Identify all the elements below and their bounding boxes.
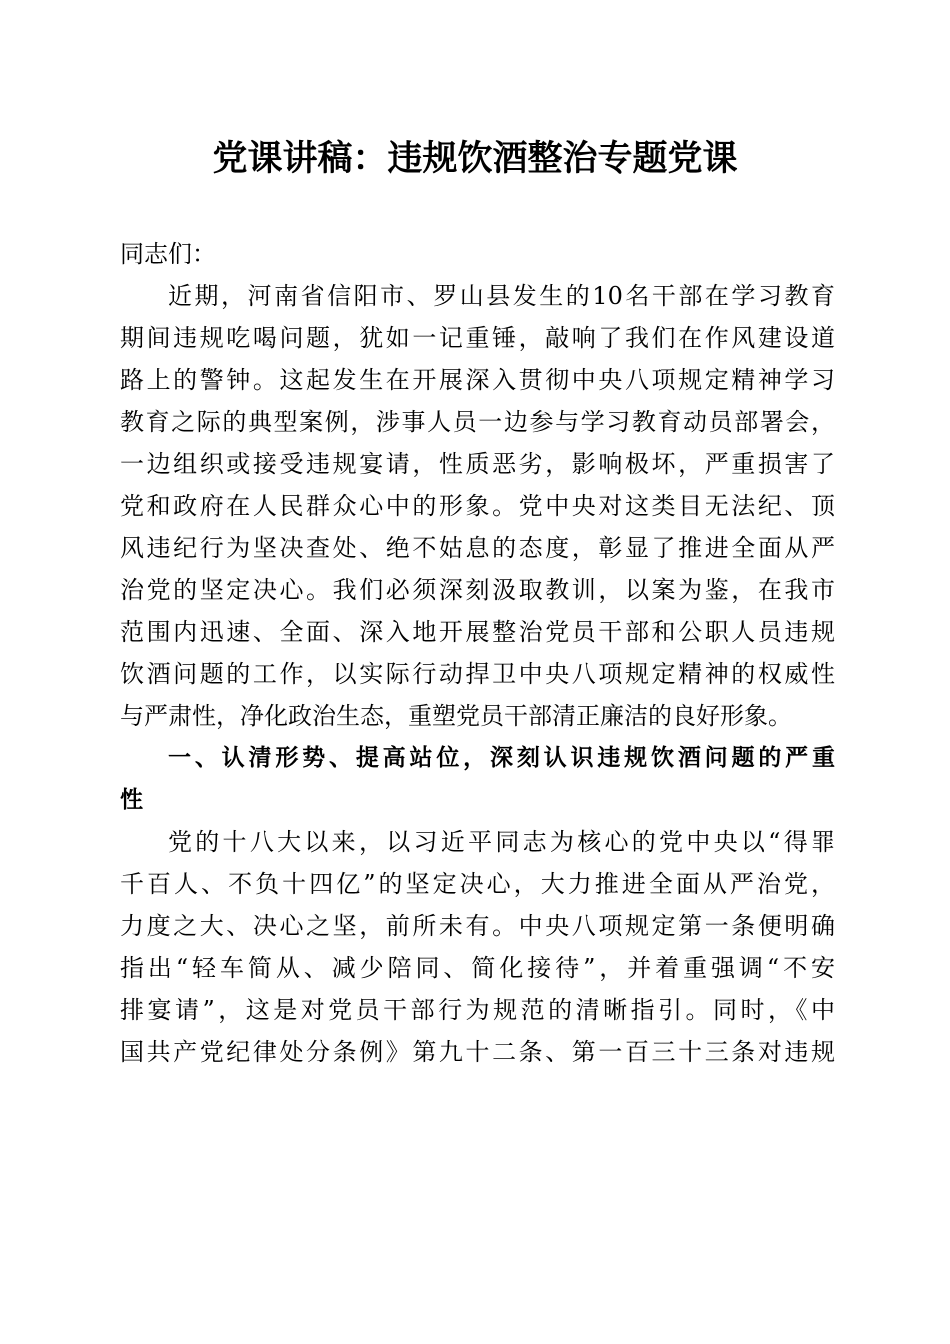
paragraph-line: 路上的警钟。这起发生在开展深入贯彻中央八项规定精神学习 (120, 366, 835, 394)
paragraph-line: 治党的坚定决心。我们必须深刻汲取教训，以案为鉴，在我市 (120, 576, 835, 604)
paragraph-line: 饮酒问题的工作，以实际行动捍卫中央八项规定精神的权威性 (120, 660, 835, 688)
paragraph-line: 期间违规吃喝问题，犹如一记重锤，敲响了我们在作风建设道 (120, 324, 835, 352)
paragraph-line: 党和政府在人民群众心中的形象。党中央对这类目无法纪、顶 (120, 492, 835, 520)
document-title: 党课讲稿：违规饮酒整治专题党课 (212, 138, 738, 179)
paragraph-line: 一边组织或接受违规宴请，性质恶劣，影响极坏，严重损害了 (120, 450, 835, 478)
paragraph-line: 党的十八大以来，以习近平同志为核心的党中央以“得罪 (168, 828, 835, 856)
paragraph-line: 力度之大、决心之坚，前所未有。中央八项规定第一条便明确 (120, 912, 835, 940)
greeting: 同志们： (120, 240, 216, 268)
paragraph-line: 与严肃性，净化政治生态，重塑党员干部清正廉洁的良好形象。 (120, 702, 792, 730)
paragraph-line: 范围内迅速、全面、深入地开展整治党员干部和公职人员违规 (120, 618, 835, 646)
paragraph-line: 指出“轻车简从、减少陪同、简化接待”，并着重强调“不安 (120, 954, 835, 982)
paragraph-line: 教育之际的典型案例，涉事人员一边参与学习教育动员部署会， (120, 408, 835, 436)
heading-line: 一、认清形势、提高站位，深刻认识违规饮酒问题的严重 (168, 745, 835, 771)
section-1-heading (120, 737, 835, 821)
heading-line: 性 (120, 787, 143, 813)
paragraph-line: 国共产党纪律处分条例》第九十二条、第一百三十三条对违规 (120, 1038, 835, 1066)
document-body (120, 233, 835, 1073)
paragraph-line: 千百人、不负十四亿”的坚定决心，大力推进全面从严治党， (120, 870, 835, 898)
paragraph-line: 排宴请”，这是对党员干部行为规范的清晰指引。同时，《中 (120, 996, 835, 1024)
paragraph-line: 风违纪行为坚决查处、绝不姑息的态度，彰显了推进全面从严 (120, 534, 835, 562)
paragraph-2 (120, 821, 835, 1073)
paragraph-line: 近期，河南省信阳市、罗山县发生的10名干部在学习教育 (168, 282, 835, 310)
paragraph-1 (120, 275, 835, 737)
